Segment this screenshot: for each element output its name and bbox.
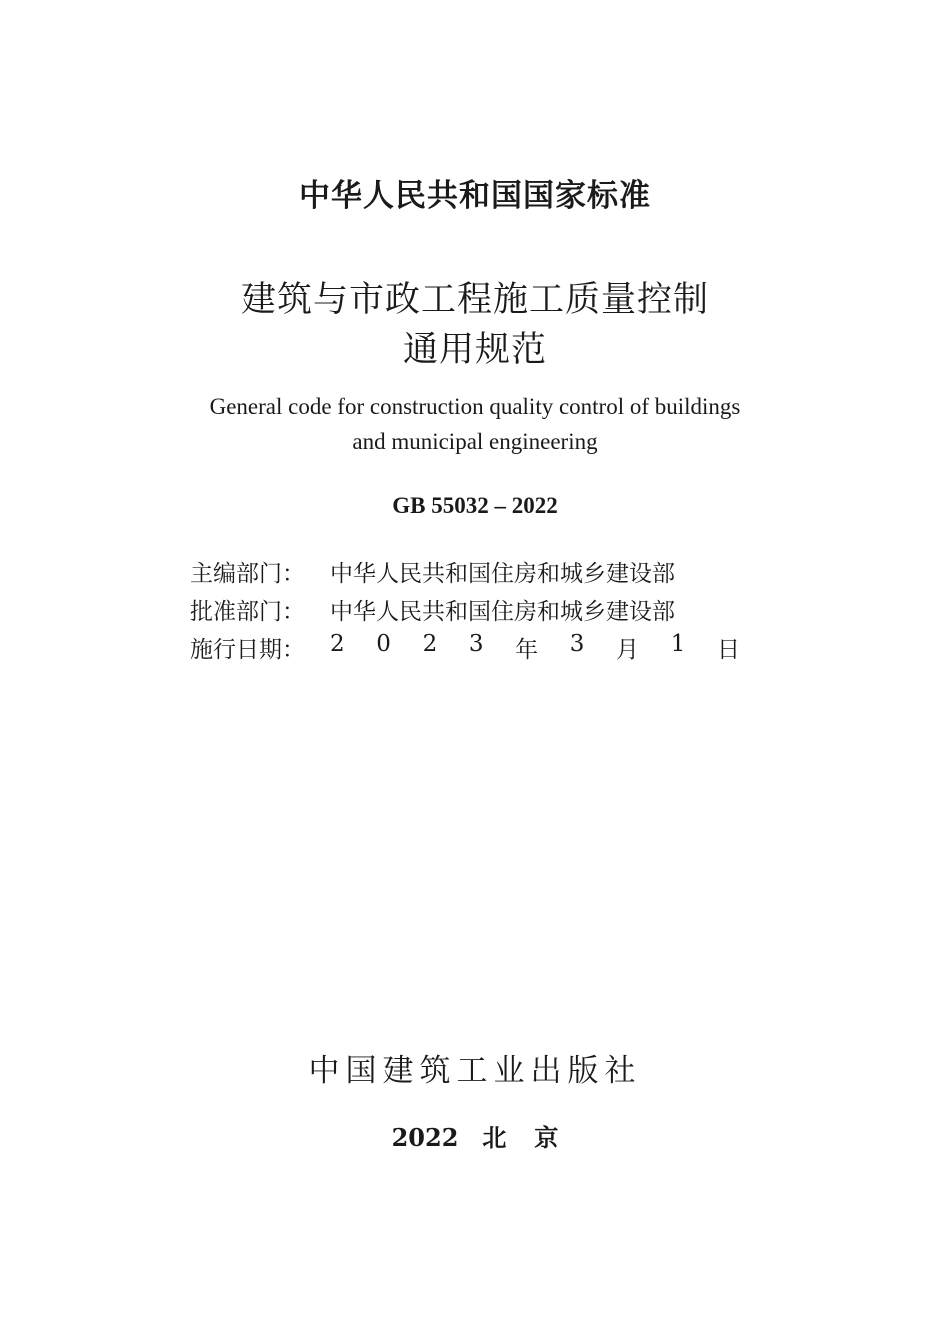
editor-department-label: 主编部门：: [190, 561, 305, 587]
editor-department-row: [190, 555, 750, 591]
effective-date-char: 0: [376, 631, 391, 657]
effective-date-char: 2: [330, 631, 345, 657]
effective-date-char: 3: [569, 631, 585, 657]
effective-date-label: 施行日期：: [190, 637, 305, 663]
effective-date-char: 2: [422, 631, 438, 657]
english-title-line-2: and municipal engineering: [352, 429, 598, 454]
approver-department-row: [190, 593, 750, 629]
effective-date-char: 3: [468, 631, 484, 657]
effective-date-char: 1: [670, 631, 686, 657]
effective-date-char: 日: [716, 637, 740, 663]
effective-date-row: [190, 631, 750, 667]
effective-date-char: 年: [515, 637, 539, 663]
approver-department-value: 中华人民共和国住房和城乡建设部: [330, 599, 675, 625]
title-line-2: 通用规范: [402, 330, 547, 370]
effective-date-char: 月: [616, 637, 640, 663]
standard-code-number: GB 55032 – 2022: [392, 493, 558, 518]
publication-city-char-2: 京: [534, 1123, 559, 1152]
editor-department-value: 中华人民共和国住房和城乡建设部: [330, 561, 675, 587]
publisher-name: 中国建筑工业出版社: [308, 1053, 642, 1089]
publication-year-city: [0, 1118, 950, 1153]
publication-year: 2022: [391, 1123, 459, 1152]
publication-city-char-1: 北: [482, 1123, 507, 1152]
title-line-1: 建筑与市政工程施工质量控制: [240, 280, 709, 320]
effective-date-value: [330, 631, 740, 664]
national-standard-heading: 中华人民共和国国家标准: [299, 178, 651, 214]
approver-department-label: 批准部门：: [190, 599, 305, 625]
english-title-line-1: General code for construction quality control of buildings: [209, 394, 741, 419]
